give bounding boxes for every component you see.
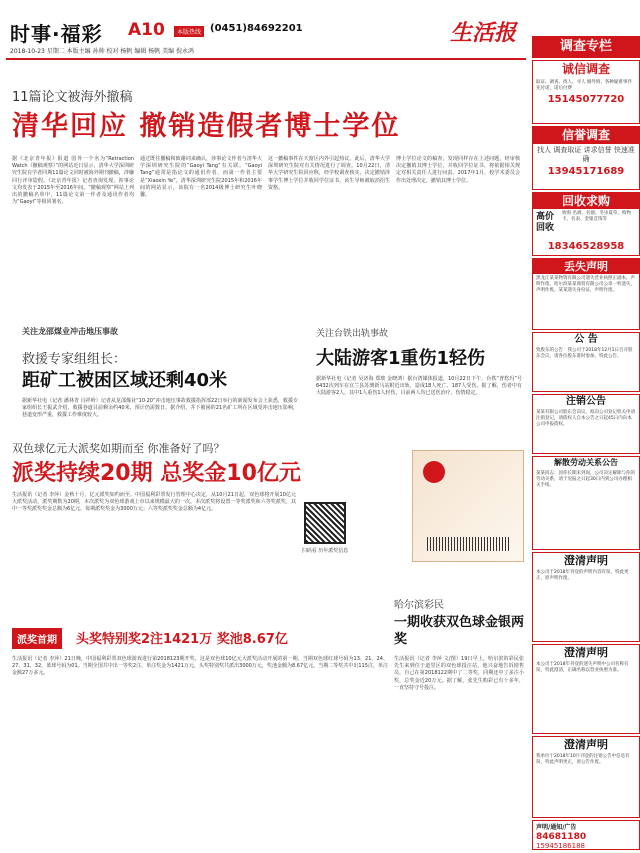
story-headline: 头奖特别奖2注1421万 奖池8.67亿	[76, 632, 288, 647]
story-headline: 距矿工被困区域还剩40米	[22, 370, 228, 391]
barcode-icon	[427, 537, 509, 551]
dateline: 2018-10-23 星期二 本版主编 孙帅 校对 杨帆 编辑 杨帆 美编 倪永鸿	[10, 48, 195, 55]
masthead-rule	[6, 58, 526, 60]
notice-announcement	[532, 332, 640, 392]
story-text: 生活报讯（记者 李萍 文/图）19日早上，哈尔滨的彩民张先生来到位于道里区的双色球投注站，他兴奋地告诉销售员，自己在第2018122期中了二等奖，同期还中了多注小奖，总奖金近20万元。据了解，张先生购彩已有十多年，一直坚持守号投注。	[394, 656, 524, 691]
ad-recycling	[532, 192, 640, 256]
sidebar-footer	[532, 820, 640, 850]
story-text-block	[22, 398, 298, 420]
story-text: 通过既往撤稿和致谢词来确认，涉事论文作者与清华大学深圳研究生院的“Gaoyi Tang”有关联。“Gaoyi Tang”通常是指论文的通讯作者，而第一作者主要是“Xiaoxin Ye”。清华深圳研究生院2015年和2016年间的网站显示，该院有一名2014级博士研究生叶晓馨。	[140, 156, 262, 199]
masthead	[6, 4, 526, 62]
qr-caption: 扫码看 历年派奖信息	[301, 548, 349, 554]
story-mine-rescue	[22, 318, 306, 428]
story-kicker: 11篇论文被海外撤稿	[12, 90, 133, 105]
ad-subtitle: 高价回收	[536, 212, 555, 233]
lottery-ticket-image	[412, 450, 524, 562]
notice-title: 澄清声明	[564, 738, 608, 751]
ad-credit-investigation	[532, 60, 640, 124]
story-text: 据新华社电（记者 潘林青 闫祥岭）记者从龙邵煤业“10·20”冲击地压事故救援指挥部22日举行的新闻发布会上获悉，救援专家组组长王振武介绍，救援巷道目前剩余约40米，预计仍需数日。据介绍，井下被困的21名矿工所在区域受冲击地压影响，巷道变形严重，救援工作难度较大。	[22, 398, 298, 419]
sidebar-header	[532, 36, 640, 58]
story-text-block	[316, 376, 522, 398]
notice-deregistration	[532, 394, 640, 454]
story-text-block	[394, 656, 524, 692]
notice-text: 黑龙江某某物资有限公司遗失营业执照正副本，声明作废。哈尔滨某某商贸有限公司公章一枚遗失，声明作废。某某遗失身份证，声明作废。	[536, 276, 635, 294]
footer-label: 声明/通知/广告	[536, 824, 577, 831]
hotline-label: 本版热线	[174, 26, 204, 37]
notice-text: 致股东的公告：我公司于2018年12月1日召开股东会议，请各位股东准时参加，特此公告。	[536, 348, 633, 360]
notice-clarification-3	[532, 736, 640, 818]
notice-title: 澄清声明	[564, 554, 608, 567]
story-headline: 大陆游客1重伤1轻伤	[316, 348, 486, 369]
story-text: 博士学位论文的稿查，发现同样存在上述问题，经审核决定撤销其博士学位，并收回学位证书，将依据相关规定对相关责任人进行问责。2017年1月，校学术委员会作出处理决定，撤销其博士学位。	[396, 156, 520, 184]
ad-title: 回收求购	[533, 193, 639, 209]
notice-title: 公 告	[574, 334, 598, 345]
section-title: 时事·福彩	[10, 22, 103, 46]
ad-text: 取证、调查、找人、寻人 婚外情、各种疑难事件 先付诺，诺后付费	[536, 80, 632, 92]
notice-lost	[532, 258, 640, 330]
story-text: 据新华社电（记者 吴济海 郑玻 金晓鸿）据台湾媒体报道，10月22日下午，台铁“普悠玛”号6432次列车在宜兰县苏澳新马站附近出轨，造成18人死亡、187人受伤。据了解，伤者中有大陆游客2人，其中1人重伤1人轻伤。目前两人均已送医治疗，伤情稳定。	[316, 376, 522, 397]
story-text: 生活报讯（记者 李萍）21日晚，中国福利彩票双色球游戏进行第2018123期开奖，这是双色球10亿元大派奖活动开展的第一期。当期双色球红球号码为13、21、24、27、31、32，蓝球号码为01。当期全国共中出一等奖2注，单注奖金为1421万元，头奖特别奖共派出3000万元，奖池金额为8.67亿元。当期二等奖共中出115注，单注金额27万多元。	[12, 656, 388, 677]
ad-text: 找人 调查取证 讲求信誉 快速准确	[537, 146, 635, 163]
story-kicker: 哈尔滨彩民	[394, 600, 444, 611]
story-kicker: 关注台铁出轨事故	[316, 329, 389, 339]
newspaper-logo: 生活报	[450, 20, 517, 46]
story-first-draw	[12, 628, 390, 848]
story-text: 生活报讯（记者 李萍）金秋十月，亿元派奖如约而至。中国福利彩票发行管理中心决定，从10月21日起，双色球将开展10亿元大派奖活动，派奖期数为20期，本次派奖为双色球游戏上市以来规模最大的一次。本次派奖将设置一等奖派奖和六等奖派奖，其中一等奖派奖奖金总额为6亿元，每期派奖奖金为3000万元；六等奖派奖奖金总额为4亿元。	[12, 492, 296, 513]
notice-title: 解散劳动关系公告	[554, 458, 618, 467]
story-subhead: 救援专家组组长：	[22, 352, 127, 367]
footer-phone-2: 15945186188	[536, 842, 585, 850]
story-harbin-winner	[394, 596, 526, 846]
notice-title: 澄清声明	[564, 646, 608, 659]
story-headline: 一期收获双色球金银两奖	[394, 615, 525, 647]
ad-phone: 13945171689	[547, 166, 625, 177]
notice-text: 某某同志：因你长期未到岗，公司决定解除与你的劳动关系，请于见报之日起30日内到公司办理相关手续。	[536, 471, 635, 489]
footer-phone-1: 84681180	[536, 832, 587, 842]
notice-text: 我单位于2018年10月刊登的注销公告中信息有误，特此声明更正，原公告作废。	[536, 754, 630, 766]
story-column-1	[12, 156, 134, 206]
story-headline: 派奖持续20期 总奖金10亿元	[12, 461, 301, 486]
notice-text: 某某有限公司股东会决议，拟向公司登记机关申请注销登记，请债权人自本公告之日起45日内向本公司申报债权。	[536, 410, 635, 428]
story-text: 据《北京青年报》报道 国外一个名为“Retraction Watch（撤稿观察）”的网站近日显示，清华大学深圳研究生院有学者同期11篇论文同时被海外期刊撤稿，涉嫌同行评审造假。《北京青年报》记者查询发现，涉事论文均发表于2015年至2016年间。“撤稿观察”网站上列出的撤稿名单中，11篇论文第一作者及通讯作者均为“Gaoyi”等相同署名。	[12, 156, 134, 206]
ad-title: 诚信调查	[533, 61, 639, 78]
lottery-logo-icon	[423, 461, 445, 483]
ad-phone: 15145077720	[547, 94, 625, 106]
notice-text: 本公司于2018年刊登的声明内容有误，特此更正，原声明作废。	[536, 570, 629, 582]
story-text-block	[12, 492, 296, 514]
story-kicker: 关注龙邵煤业冲击地压事故	[22, 327, 118, 336]
story-column-3	[268, 156, 390, 192]
sidebar-header-title: 调查专栏	[533, 37, 639, 57]
hotline-number: (0451)84692201	[210, 23, 303, 34]
ad-phone: 18346528958	[547, 241, 625, 252]
notice-title: 注销公告	[566, 396, 606, 407]
story-column-2	[140, 156, 262, 199]
notice-labor-termination	[532, 456, 640, 550]
story-tsinghua	[12, 86, 524, 298]
qr-code	[304, 502, 346, 544]
story-tag: 派奖首期	[12, 628, 62, 649]
notice-title: 丢失声明	[533, 259, 639, 274]
notice-clarification-1	[532, 552, 640, 642]
ad-text: 收购 名酒、名烟、冬虫夏草、购物卡、名表、金银首饰等	[562, 211, 631, 223]
notice-text: 本公司于2018年刊登的遗失声明中公司名称有误，特此澄清，正确名称以营业执照为准。	[536, 662, 629, 674]
page-number: A10	[128, 20, 165, 40]
notice-clarification-2	[532, 644, 640, 734]
story-text: 这一撤稿事件在天窗区内外引起热议。此后，清华大学深圳研究生院对有关情况进行了调查。10月22日，清华大学研究生院回应称，经学校调查核实，决定撤销涉事学生博士学位并收回学位证书，该生导师被取消招生资格。	[268, 156, 390, 191]
ad-title: 信誉调查	[533, 127, 639, 144]
story-kicker: 双色球亿元大派奖如期而至 你准备好了吗？	[12, 442, 225, 455]
story-column-4	[396, 156, 520, 185]
story-headline: 清华回应 撤销造假者博士学位	[12, 111, 401, 142]
story-taiwan-train	[314, 318, 526, 428]
ad-reputation-investigation	[532, 126, 640, 190]
story-text-block	[12, 656, 388, 678]
